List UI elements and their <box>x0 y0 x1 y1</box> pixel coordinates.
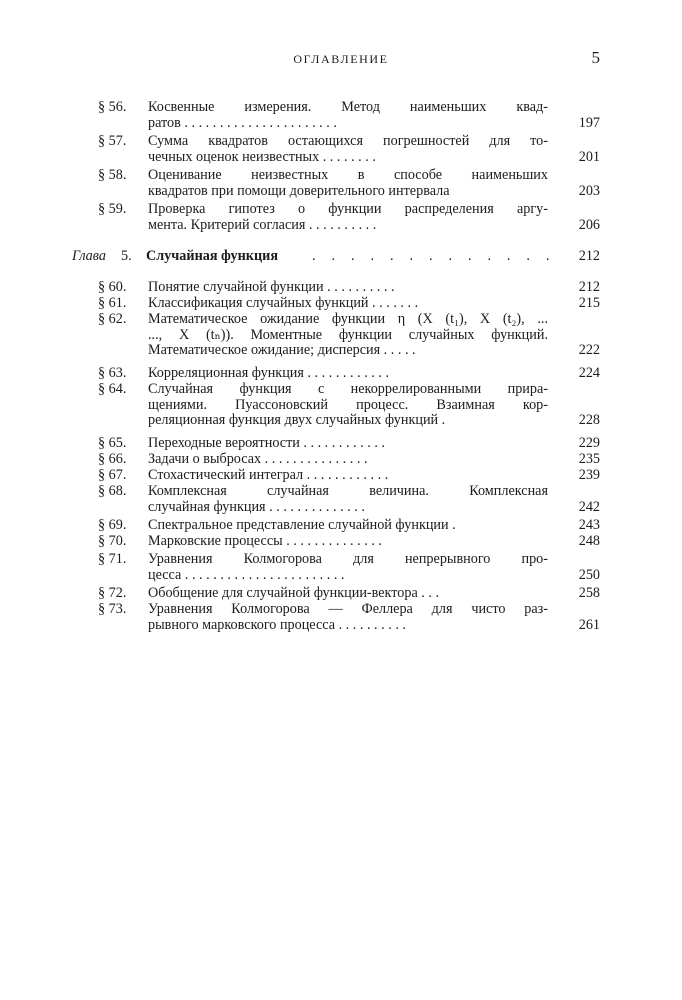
entry-title-line: Сумма квадратов остающихся погрешностей для то- <box>148 134 548 149</box>
section-number: § 61. <box>98 295 127 311</box>
entry-title-line: Задачи о выбросах . . . . . . . . . . . . . . . <box>148 452 368 467</box>
toc-entry[interactable] <box>0 586 682 602</box>
entry-title <box>148 366 548 382</box>
entry-page: 224 <box>578 365 600 381</box>
toc-entry[interactable] <box>0 518 682 534</box>
entry-title <box>148 452 548 468</box>
entry-title-line: Уравнения Колмогорова — Феллера для чисто раз- <box>148 602 548 617</box>
entry-page: 239 <box>578 467 600 483</box>
entry-title-line: Стохастический интеграл . . . . . . . . . . . . <box>148 468 389 483</box>
section-number: § 58. <box>98 167 127 183</box>
entry-title-line: щениями. Пуассоновский процесс. Взаимная кор- <box>148 397 548 413</box>
entry-title <box>148 534 548 550</box>
entry-title-line: Спектральное представление случайной функции . <box>148 518 456 533</box>
entry-title-line: Переходные вероятности . . . . . . . . . . . . <box>148 436 385 451</box>
entry-title <box>148 100 548 131</box>
entry-title-line: ..., X (tₙ)). Моментные функции случайных функций. <box>148 327 548 343</box>
entry-title-line: Обобщение для случайной функции-вектора . . . <box>148 586 440 601</box>
section-number: § 72. <box>98 585 127 601</box>
section-number: § 56. <box>98 99 127 115</box>
toc-entry[interactable] <box>0 134 682 165</box>
section-number: § 69. <box>98 517 127 533</box>
entry-page: 222 <box>578 342 600 358</box>
entry-page: 229 <box>578 435 600 451</box>
entry-title-line: Математическое ожидание; дисперсия . . . . . <box>148 343 416 358</box>
chapter-page: 212 <box>578 248 600 264</box>
entry-page: 261 <box>578 616 600 633</box>
section-number: § 57. <box>98 133 127 149</box>
section-number: § 70. <box>98 533 127 549</box>
entry-title-line: случайная функция . . . . . . . . . . . . . . <box>148 499 365 515</box>
entry-page: 203 <box>578 182 600 199</box>
section-number: § 68. <box>98 483 127 499</box>
entry-title-line: Математическое ожидание функции η (X (t₁), X (t₂), ... <box>148 312 548 327</box>
entry-page: 248 <box>578 533 600 549</box>
entry-title-line: квадратов при помощи доверительного интервала <box>148 183 450 199</box>
chapter-number: 5. <box>121 248 132 264</box>
toc-entry[interactable] <box>0 296 682 312</box>
entry-page: 242 <box>578 498 600 515</box>
entry-title-line: Классификация случайных функций . . . . . . . <box>148 296 419 311</box>
entry-page: 206 <box>578 216 600 233</box>
entry-page: 201 <box>578 148 600 165</box>
section-number: § 73. <box>98 601 127 617</box>
section-number: § 60. <box>98 279 127 295</box>
entry-page: 235 <box>578 451 600 467</box>
toc-entry[interactable] <box>0 484 682 515</box>
chapter-dot-leader: . . . . . . . . . . . . . <box>312 248 556 264</box>
entry-title <box>148 518 548 534</box>
section-number: § 62. <box>98 311 127 327</box>
entry-title-line: чечных оценок неизвестных . . . . . . . . <box>148 149 376 165</box>
entry-title <box>148 312 548 359</box>
toc-entry[interactable] <box>0 436 682 452</box>
page-header <box>0 48 682 74</box>
entry-title-line: ратов . . . . . . . . . . . . . . . . . . . . . . <box>148 115 337 131</box>
entry-title <box>148 552 548 583</box>
toc-chapter-heading[interactable] <box>0 248 682 268</box>
chapter-title: Случайная функция <box>146 248 278 264</box>
toc-entry[interactable] <box>0 382 682 429</box>
entry-title-line: Корреляционная функция . . . . . . . . . . . . <box>148 366 390 381</box>
entry-title <box>148 280 548 296</box>
entry-title-line: Проверка гипотез о функции распределения аргу- <box>148 202 548 217</box>
entry-title-line: Случайная функция с некоррелированными прира- <box>148 382 548 397</box>
entry-title <box>148 436 548 452</box>
entry-title <box>148 134 548 165</box>
toc-entry[interactable] <box>0 552 682 583</box>
entry-title-line: Комплексная случайная величина. Комплексная <box>148 484 548 499</box>
entry-title <box>148 382 548 429</box>
entry-page: 250 <box>578 566 600 583</box>
section-number: § 64. <box>98 381 127 397</box>
toc-entry[interactable] <box>0 312 682 359</box>
entry-title <box>148 602 548 633</box>
toc-entry[interactable] <box>0 468 682 484</box>
toc-entry[interactable] <box>0 280 682 296</box>
toc-entry[interactable] <box>0 452 682 468</box>
entry-page: 215 <box>578 295 600 311</box>
section-number: § 65. <box>98 435 127 451</box>
entry-title-line: цесса . . . . . . . . . . . . . . . . . . . . . . . <box>148 567 345 583</box>
entry-title-line: рывного марковского процесса . . . . . . . . . . <box>148 617 406 633</box>
entry-title <box>148 296 548 312</box>
entry-title <box>148 484 548 515</box>
toc-entry[interactable] <box>0 168 682 199</box>
entry-title-line: Понятие случайной функции . . . . . . . . . . <box>148 280 395 295</box>
entry-page: 212 <box>578 279 600 295</box>
entry-page: 243 <box>578 517 600 533</box>
section-number: § 71. <box>98 551 127 567</box>
toc-entry[interactable] <box>0 602 682 633</box>
entry-page: 228 <box>578 412 600 428</box>
entry-title-line: реляционная функция двух случайных функций . <box>148 413 446 428</box>
section-number: § 59. <box>98 201 127 217</box>
entry-title-line: Оценивание неизвестных в способе наименьших <box>148 168 548 183</box>
entry-title-line: Марковские процессы . . . . . . . . . . . . . . <box>148 534 382 549</box>
entry-page: 258 <box>578 585 600 601</box>
entry-title <box>148 168 548 199</box>
entry-title-line: мента. Критерий согласия . . . . . . . . . . <box>148 217 377 233</box>
entry-title <box>148 468 548 484</box>
chapter-prefix: Глава <box>72 248 106 264</box>
section-number: § 66. <box>98 451 127 467</box>
section-number: § 63. <box>98 365 127 381</box>
page-number: 5 <box>591 48 600 67</box>
entry-title-line: Косвенные измерения. Метод наименьших квад- <box>148 100 548 115</box>
section-number: § 67. <box>98 467 127 483</box>
entry-title <box>148 586 548 602</box>
toc-entry[interactable] <box>0 100 682 131</box>
toc-entry[interactable] <box>0 366 682 382</box>
entry-page: 197 <box>578 114 600 131</box>
toc-entry[interactable] <box>0 202 682 233</box>
toc-entry[interactable] <box>0 534 682 550</box>
entry-title-line: Уравнения Колмогорова для непрерывного про- <box>148 552 548 567</box>
entry-title <box>148 202 548 233</box>
running-title: ОГЛАВЛЕНИЕ <box>293 52 389 66</box>
